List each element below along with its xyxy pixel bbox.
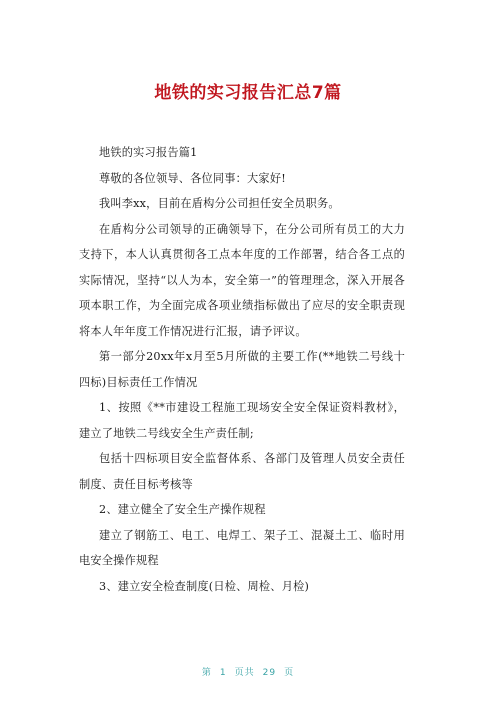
paragraph-item-2: 2、建立健全了安全生产操作规程: [99, 503, 266, 516]
page-label-mid: 页共: [234, 668, 255, 678]
total-pages: 29: [262, 668, 277, 678]
page-footer: [0, 665, 496, 678]
paragraph-part-one: 第一部分20xx年x月至5月所做的主要工作(**地铁二号线十四标)目标责任工作情况: [79, 350, 405, 389]
paragraph-item-3: 3、建立安全检查制度(日检、周检、月检): [99, 579, 310, 593]
paragraph-item-1-detail: 包括十四标项目安全监督体系、各部门及管理人员安全责任制度、责任目标考核等: [79, 452, 405, 491]
document-body: [79, 140, 405, 599]
paragraph-item-2-detail: 建立了钢筋工、电工、电焊工、架子工、混凝土工、临时用电安全操作规程: [79, 528, 405, 567]
page-label-suffix: 页: [284, 668, 295, 678]
section-heading: 地铁的实习报告篇1: [99, 146, 198, 159]
paragraph-greeting: 尊敬的各位领导、各位同事：大家好!: [99, 171, 286, 185]
document-title: 地铁的实习报告汇总7篇: [154, 83, 342, 103]
paragraph-intro: 我叫李xx，目前在盾构分公司担任安全员职务。: [99, 197, 340, 210]
paragraph-summary: 在盾构分公司领导的正确领导下，在分公司所有员工的大力支持下，本人认真贯彻各工点本年度的工作部署，结合各工点的实际情况，坚持“以人为本，安全第一”的管理理念，深入开展各项本职工作，为全面完成各项业绩指标做出了应尽的安全职责现将本人年年度工作情况进行汇报，请予评议。: [79, 222, 405, 338]
paragraph-item-1: 1、按照《**市建设工程施工现场安全安全保证资料教材》，建立了地铁二号线安全生产责任制;: [79, 401, 405, 440]
current-page-number: 1: [219, 668, 227, 678]
page-label-prefix: 第: [201, 668, 212, 678]
